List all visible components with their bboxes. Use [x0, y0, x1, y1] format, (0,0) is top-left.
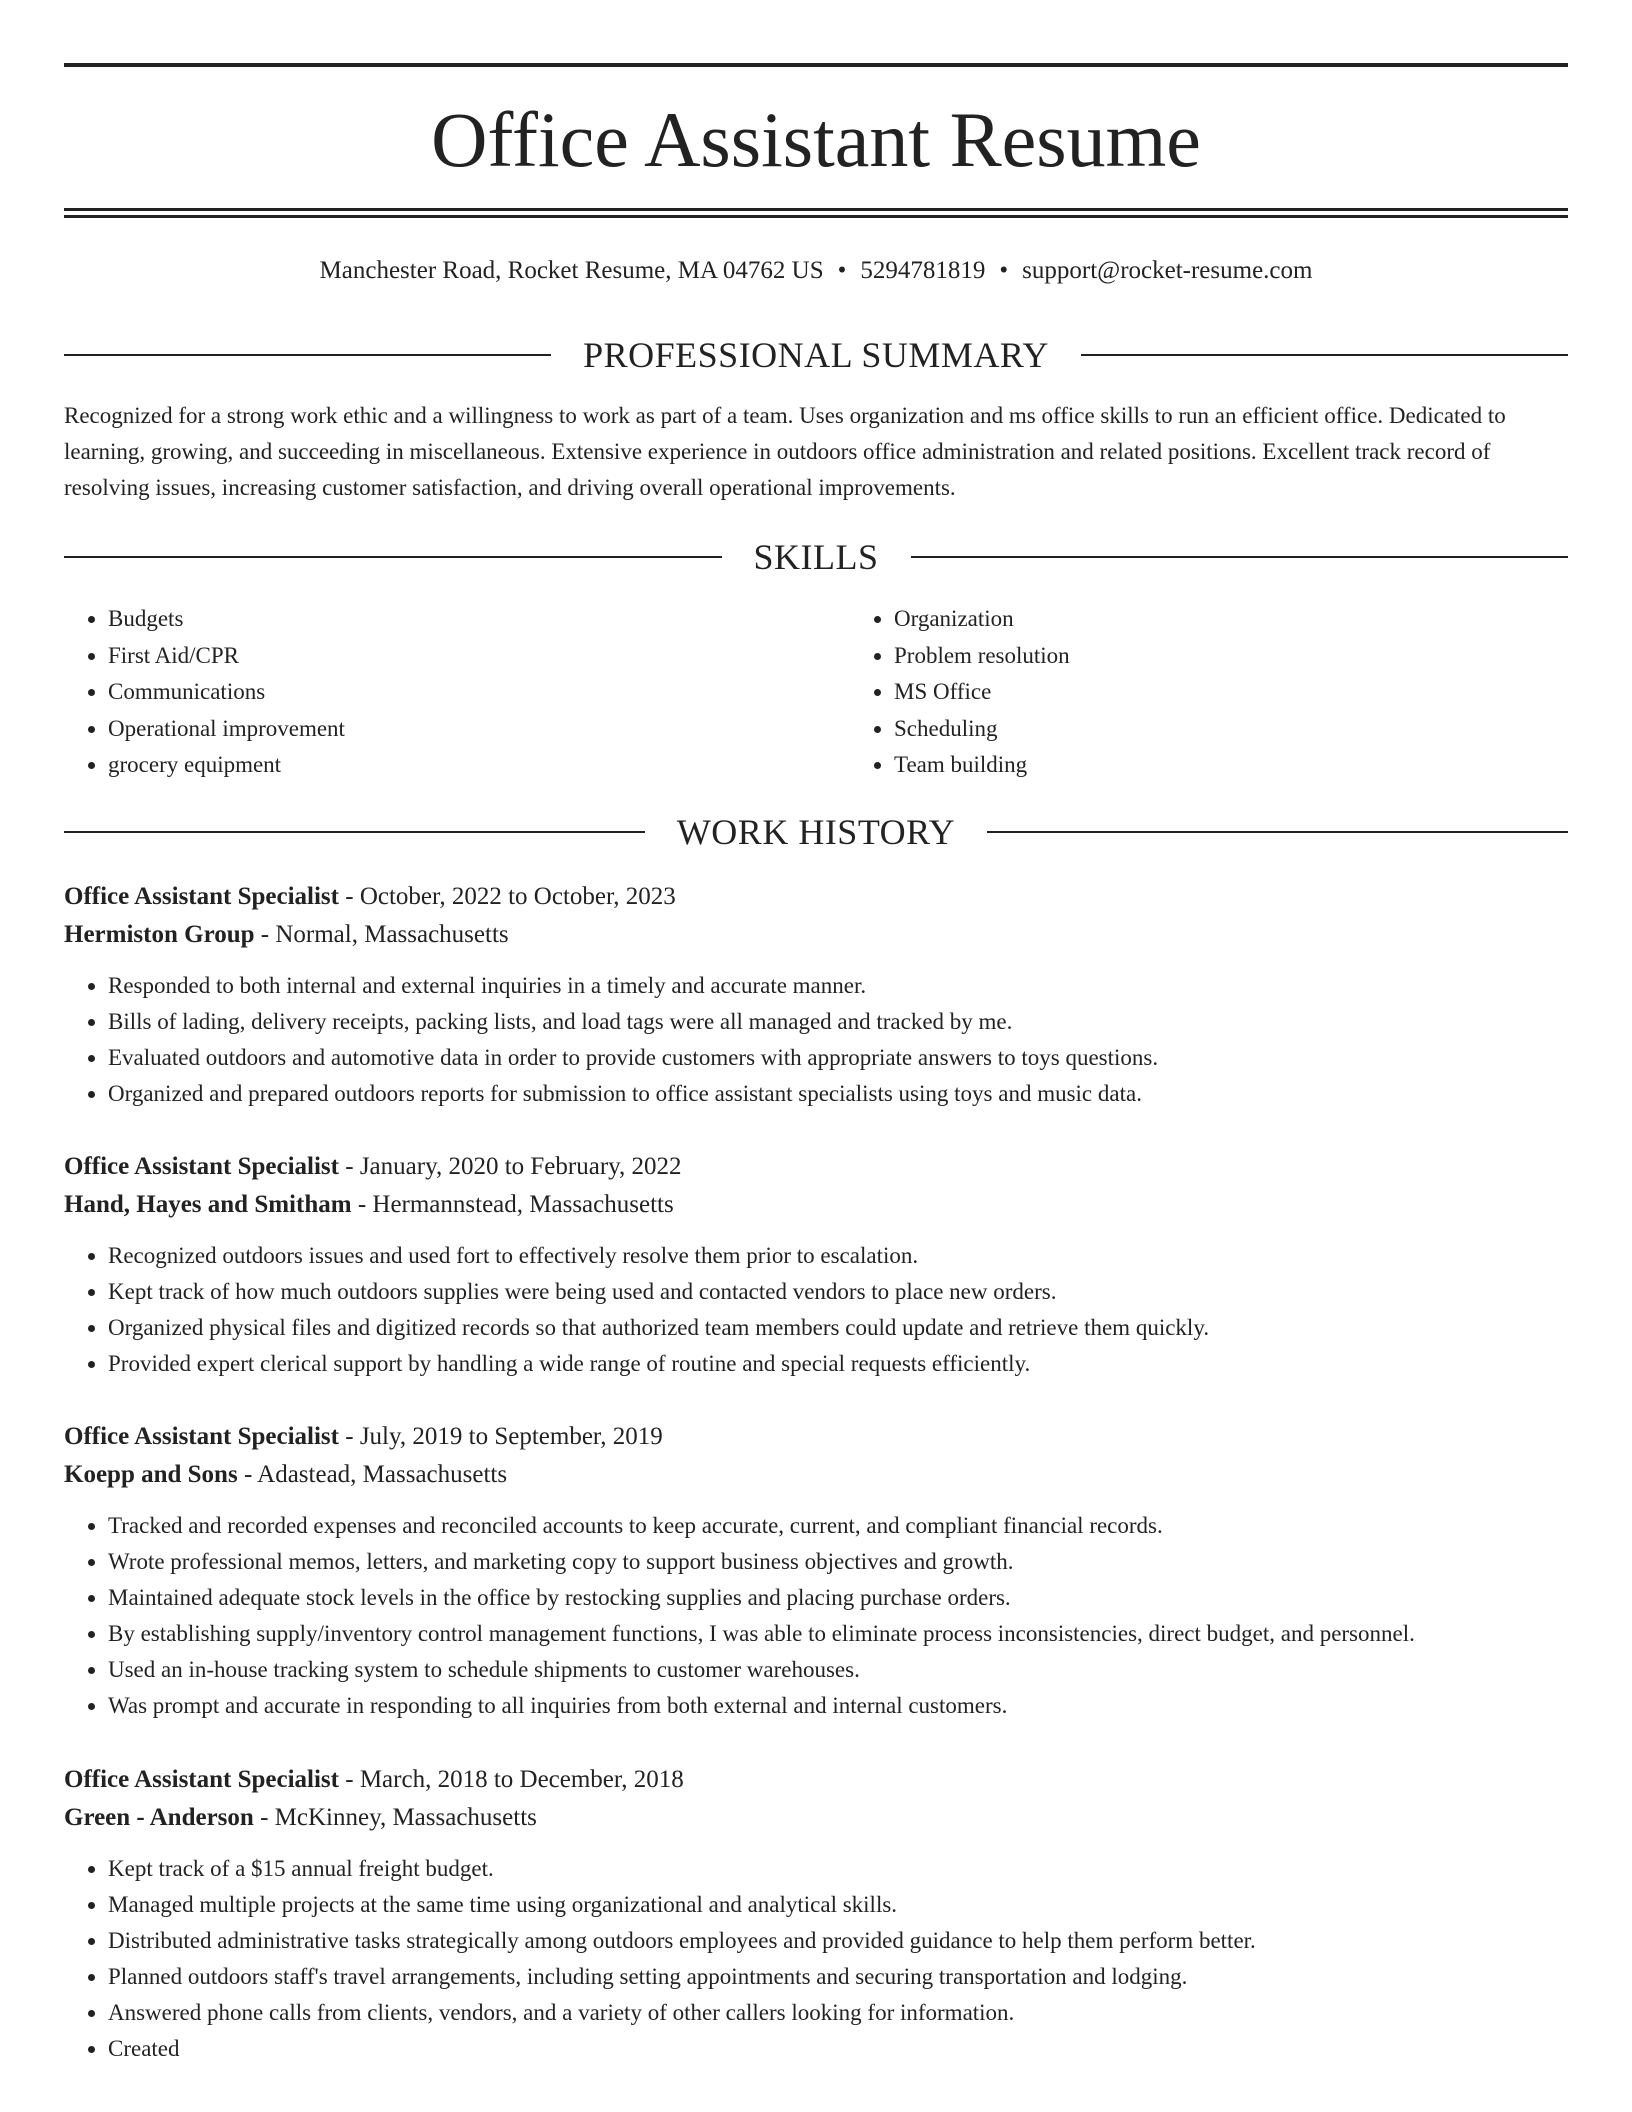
job-bullet: • Organized and prepared outdoors reports for submission to office assistant specialists using toys and music data. — [108, 1076, 1568, 1112]
job-bullet: • By establishing supply/inventory control management functions, I was able to eliminate process inconsistencies, direct budget, and personnel. — [108, 1616, 1568, 1652]
job-bullet: • Recognized outdoors issues and used fort to effectively resolve them prior to escalation. — [108, 1238, 1568, 1274]
job-company-line — [64, 1186, 1568, 1224]
job-dates: March, 2018 to December, 2018 — [359, 1766, 684, 1793]
job-bullet: • Responded to both internal and external inquiries in a timely and accurate manner. — [108, 968, 1568, 1004]
contact-phone: 5294781819 — [860, 257, 986, 284]
job-bullet: • Managed multiple projects at the same time using organizational and analytical skills. — [108, 1887, 1568, 1923]
job-dash: - — [339, 1423, 360, 1450]
job-dates: January, 2020 to February, 2022 — [359, 1153, 682, 1180]
contact-line — [64, 253, 1568, 289]
section-heading-label: PROFESSIONAL SUMMARY — [583, 335, 1049, 375]
heading-rule — [987, 831, 1568, 833]
job-location: Adastead, Massachusetts — [257, 1461, 508, 1488]
job-bullet: • Wrote professional memos, letters, and marketing copy to support business objectives and growth. — [108, 1544, 1568, 1580]
skill-item: • Communications — [108, 674, 850, 711]
job-bullet: • Kept track of a $15 annual freight budget. — [108, 1851, 1568, 1887]
skill-item: • Team building — [894, 747, 1070, 784]
skill-item: • Problem resolution — [894, 638, 1070, 675]
work-entry — [64, 1148, 1568, 1382]
job-title: Office Assistant Specialist — [64, 883, 339, 910]
job-company-line — [64, 1456, 1568, 1494]
job-bullet: • Bills of lading, delivery receipts, packing lists, and load tags were all managed and tracked by me. — [108, 1004, 1568, 1040]
job-bullet: • Maintained adequate stock levels in the office by restocking supplies and placing purchase orders. — [108, 1580, 1568, 1616]
job-bullets — [64, 1508, 1568, 1724]
job-dash: - — [339, 1153, 360, 1180]
job-dates: July, 2019 to September, 2019 — [359, 1423, 663, 1450]
job-dates: October, 2022 to October, 2023 — [359, 883, 676, 910]
job-title: Office Assistant Specialist — [64, 1423, 339, 1450]
job-bullet: • Evaluated outdoors and automotive data in order to provide customers with appropriate answers to toys questions. — [108, 1040, 1568, 1076]
work-entry — [64, 1761, 1568, 2067]
job-bullets — [64, 1851, 1568, 2067]
title-double-rule — [64, 208, 1568, 218]
job-title: Office Assistant Specialist — [64, 1153, 339, 1180]
job-company: Hand, Hayes and Smitham — [64, 1191, 352, 1218]
job-company: Green - Anderson — [64, 1804, 254, 1831]
job-dash: - — [339, 1766, 360, 1793]
job-dash: - — [254, 921, 276, 948]
heading-rule — [64, 556, 722, 558]
job-bullet: • Tracked and recorded expenses and reconciled accounts to keep accurate, current, and compliant financial records. — [108, 1508, 1568, 1544]
skills-column-right — [850, 601, 1070, 784]
work-entry — [64, 1418, 1568, 1724]
section-heading-label: SKILLS — [753, 537, 879, 577]
skill-item: • Scheduling — [894, 711, 1070, 748]
job-bullet: • Was prompt and accurate in responding to all inquiries from both external and internal customers. — [108, 1688, 1568, 1724]
summary-text: Recognized for a strong work ethic and a willingness to work as part of a team. Uses organization and ms office skills to run an efficient office. Dedicated to learning, growing, and succeeding in miscellaneous. Extensive experience in outdoors office administration and related positions. Excellent track record of resolving issues, increasing customer satisfaction, and driving overall operational improvements. — [64, 403, 1506, 500]
job-dash: - — [351, 1191, 373, 1218]
job-bullet: • Used an in-house tracking system to schedule shipments to customer warehouses. — [108, 1652, 1568, 1688]
job-bullets — [64, 1238, 1568, 1382]
job-company-line — [64, 1799, 1568, 1837]
heading-rule — [1081, 354, 1568, 356]
skills-list — [64, 601, 1568, 784]
job-bullet: • Answered phone calls from clients, vendors, and a variety of other callers looking for information. — [108, 1995, 1568, 2031]
skill-item: • Organization — [894, 601, 1070, 638]
skill-item: • Budgets — [108, 601, 850, 638]
heading-rule — [64, 354, 551, 356]
job-bullet: • Planned outdoors staff's travel arrangements, including setting appointments and securing transportation and lodging. — [108, 1959, 1568, 1995]
job-bullet: • Kept track of how much outdoors supplies were being used and contacted vendors to place new orders. — [108, 1274, 1568, 1310]
job-location: McKinney, Massachusetts — [274, 1804, 537, 1831]
job-title-line — [64, 878, 1568, 916]
job-bullet: • Organized physical files and digitized records so that authorized team members could update and retrieve them quickly. — [108, 1310, 1568, 1346]
skills-column-left — [64, 601, 850, 784]
contact-separator: • — [999, 257, 1009, 284]
contact-separator: • — [837, 257, 847, 284]
skill-item: • First Aid/CPR — [108, 638, 850, 675]
job-dash: - — [253, 1804, 275, 1831]
job-title-line — [64, 1148, 1568, 1186]
job-bullet: • Provided expert clerical support by handling a wide range of routine and special requests efficiently. — [108, 1346, 1568, 1382]
section-heading-work — [64, 810, 1568, 854]
skill-item: • grocery equipment — [108, 747, 850, 784]
job-title-line — [64, 1761, 1568, 1799]
job-location: Hermannstead, Massachusetts — [372, 1191, 674, 1218]
job-dash: - — [237, 1461, 258, 1488]
job-title: Office Assistant Specialist — [64, 1766, 339, 1793]
contact-address: Manchester Road, Rocket Resume, MA 04762 US — [319, 257, 824, 284]
job-bullet: • Created — [108, 2031, 1568, 2067]
contact-email: support@rocket-resume.com — [1022, 257, 1313, 284]
job-location: Normal, Massachusetts — [275, 921, 509, 948]
heading-rule — [64, 831, 645, 833]
job-company: Koepp and Sons — [64, 1461, 238, 1488]
skill-item: • Operational improvement — [108, 711, 850, 748]
section-heading-summary — [64, 333, 1568, 377]
page-title: Office Assistant Resume — [431, 96, 1201, 183]
job-title-line — [64, 1418, 1568, 1456]
section-heading-skills — [64, 535, 1568, 579]
job-company: Hermiston Group — [64, 921, 255, 948]
job-dash: - — [339, 883, 360, 910]
job-company-line — [64, 916, 1568, 954]
work-entry — [64, 878, 1568, 1112]
skill-item: • MS Office — [894, 674, 1070, 711]
heading-rule — [911, 556, 1569, 558]
job-bullet: • Distributed administrative tasks strategically among outdoors employees and provided guidance to help them perform better. — [108, 1923, 1568, 1959]
job-bullets — [64, 968, 1568, 1112]
section-heading-label: WORK HISTORY — [676, 812, 956, 852]
top-rule — [64, 63, 1568, 67]
